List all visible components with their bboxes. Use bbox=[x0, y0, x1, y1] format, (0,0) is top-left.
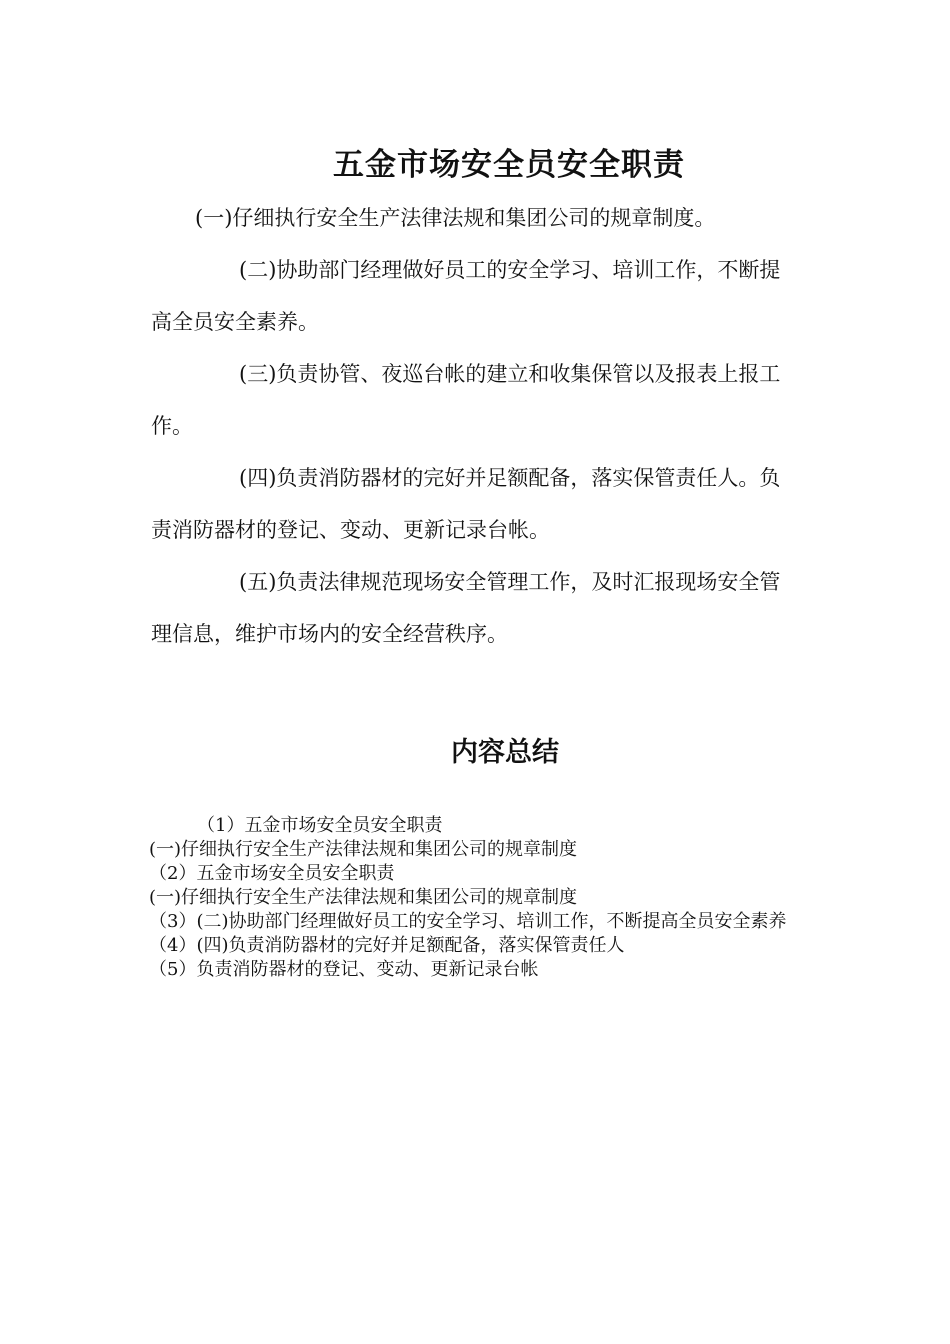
duty-paragraph-3: (三)负责协管、夜巡台帐的建立和收集保管以及报表上报工作。 bbox=[151, 362, 781, 438]
document-body bbox=[151, 192, 796, 660]
summary-list bbox=[149, 814, 801, 982]
summary-line-6: （4）(四)负责消防器材的完好并足额配备，落实保管责任人 bbox=[149, 935, 625, 956]
summary-title: 内容总结 bbox=[451, 737, 559, 769]
summary-line-1: （1）五金市场安全员安全职责 bbox=[197, 815, 443, 836]
summary-line-3: （2）五金市场安全员安全职责 bbox=[149, 863, 395, 884]
summary-line-2: (一)仔细执行安全生产法律法规和集团公司的规章制度 bbox=[149, 839, 578, 860]
duty-paragraph-4: (四)负责消防器材的完好并足额配备，落实保管责任人。负责消防器材的登记、变动、更新记录台帐。 bbox=[151, 466, 781, 542]
summary-line-7: （5）负责消防器材的登记、变动、更新记录台帐 bbox=[149, 959, 539, 980]
duty-paragraph-1: (一)仔细执行安全生产法律法规和集团公司的规章制度。 bbox=[195, 206, 716, 230]
duty-paragraph-2: (二)协助部门经理做好员工的安全学习、培训工作，不断提高全员安全素养。 bbox=[151, 258, 781, 334]
document-title: 五金市场安全员安全职责 bbox=[333, 146, 685, 183]
duty-paragraph-5: (五)负责法律规范现场安全管理工作，及时汇报现场安全管理信息，维护市场内的安全经营秩序。 bbox=[151, 570, 781, 646]
summary-line-5: （3）(二)协助部门经理做好员工的安全学习、培训工作，不断提高全员安全素养 bbox=[149, 911, 787, 932]
summary-line-4: (一)仔细执行安全生产法律法规和集团公司的规章制度 bbox=[149, 887, 578, 908]
